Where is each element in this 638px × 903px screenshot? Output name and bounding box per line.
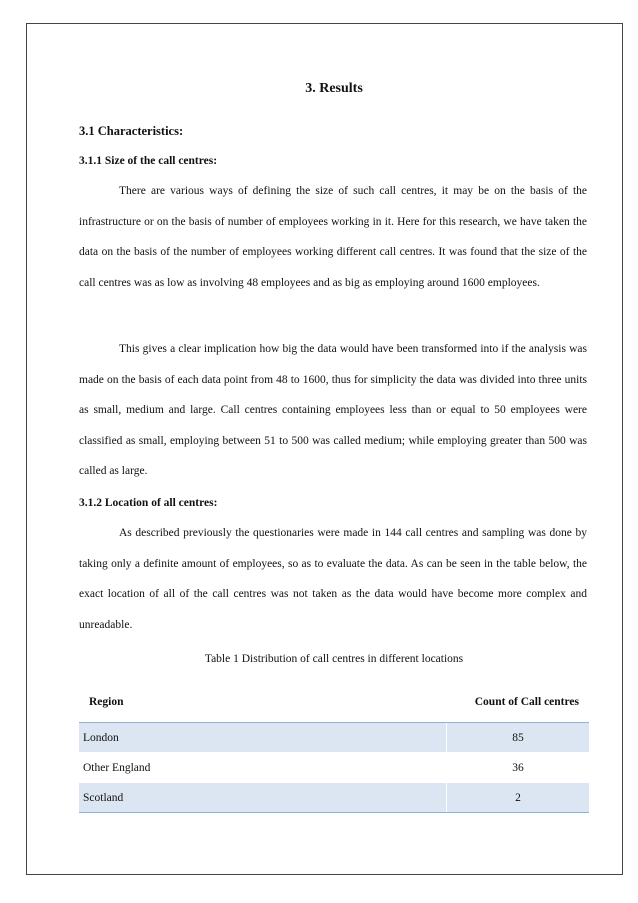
distribution-table [79,682,589,813]
section-heading-3-1: 3.1 Characteristics: [79,124,184,138]
table-row [79,783,589,813]
table-header-row [79,682,589,723]
cell-count: 2 [447,783,590,813]
paragraph-size-2: This gives a clear implication how big the data would have been transformed into if the analysis was made on the basis of each data point from 48 to 1600, thus for simplicity the data was divided into three units as small, medium and large. Call centres containing employees less than or equal to 50 employees were classified as small, employing between 51 to 500 was called medium; while employing greater than 500 was called as large. [79,343,587,477]
cell-count: 85 [447,723,590,753]
table-row [79,753,589,783]
cell-region: London [79,723,447,753]
header-count: Count of Call centres [447,682,590,723]
paragraph-size-1: There are various ways of defining the size of such call centres, it may be on the basis of the infrastructure or on the basis of number of employees working in it. Here for this research, we have taken the data on the basis of the number of employees working different call centres. It was found that the size of the call centres was as low as involving 48 employees and as big as employing around 1600 employees. [79,185,587,289]
section-heading-3-1-2: 3.1.2 Location of all centres: [79,497,218,509]
table-caption: Table 1 Distribution of call centres in different locations [204,653,464,665]
paragraph-location-1: As described previously the questionaries were made in 144 call centres and sampling was done by taking only a definite amount of employees, so as to evaluate the data. As can be seen in the table below, the exact location of all of the call centres was not taken as the data would have become more complex and unreadable. [79,527,587,631]
document-page [26,23,623,875]
section-heading-3-1-1: 3.1.1 Size of the call centres: [79,155,218,167]
table-row [79,723,589,753]
cell-region: Scotland [79,783,447,813]
header-region: Region [79,682,447,723]
cell-count: 36 [447,753,590,783]
cell-region: Other England [79,753,447,783]
page-title: 3. Results [305,81,363,96]
